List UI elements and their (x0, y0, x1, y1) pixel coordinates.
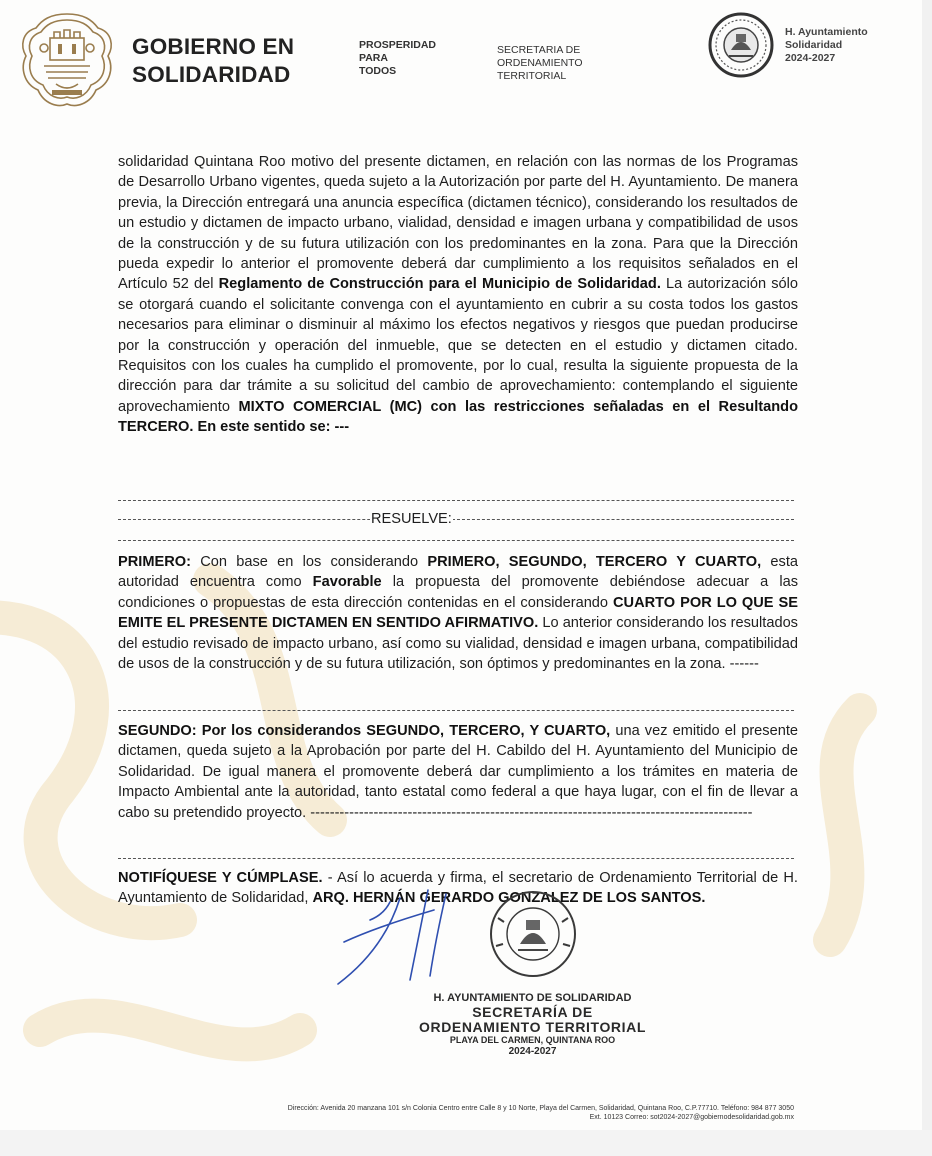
notify-label: NOTIFÍQUESE Y CÚMPLASE. (118, 870, 323, 886)
official-stamp (488, 888, 578, 980)
intro-text-2: La autorización sólo se otorgará cuando el solicitante convenga con el ayuntamiento en cubrir a su costa todos los gastos necesarios para eliminar o disminuir al máximo los efectos negativos y riesgos que puedan producirse por la construcción y operación del inmueble, que se detecten en el estudio y dictamen citado. Requisitos con los cuales ha cumplido el promovente, por lo cual, resulta la siguiente propuesta de la dirección para dar trámite a su solicitud del cambio de aprovechamiento: contemplando el siguiente aprovechamiento (118, 276, 798, 415)
resolves-dashed-line (118, 519, 794, 520)
first-text-4: Lo anterior considerando los resultados del estudio revisado de impacto urbano, así como su vialidad, densidad e imagen urbana, compatibilidad de usos de la construcción y de su futura utilización, son óptimos y predominantes en la zona. ------ (118, 615, 798, 673)
municipal-coat-of-arms-icon (18, 10, 116, 110)
second-label: SEGUNDO: Por los considerandos SEGUNDO, TERCERO, Y CUARTO, (118, 723, 611, 739)
department-line-3: TERRITORIAL (497, 70, 567, 82)
intro-paragraph (118, 152, 798, 438)
dashed-separator (118, 540, 794, 541)
favorable-word: Favorable (312, 574, 382, 591)
footer-line-2: Ext. 10123 Correo: sot2024-2027@gobiernodesolidaridad.gob.mx (589, 1114, 794, 1121)
stamp-line-3: ORDENAMIENTO TERRITORIAL (419, 1019, 646, 1035)
footer-address (122, 1104, 794, 1122)
regulation-reference: Reglamento de Construcción para el Municipio de Solidaridad. (218, 276, 661, 293)
slogan-line-1: PROSPERIDAD (359, 39, 437, 51)
first-text-2: esta autoridad encuentra como (118, 554, 799, 591)
first-considerations: PRIMERO, SEGUNDO, TERCERO Y CUARTO, (427, 554, 762, 570)
first-text-3: la propuesta del promovente debiéndose adecuar a las condiciones o propuestas de esta dirección contenidas en el considerando (118, 574, 798, 611)
slogan-line-2: PARA (359, 52, 388, 64)
secretary-name: ARQ. HERNÁN GERARDO GONZALEZ DE LOS SANTOS. (312, 890, 706, 907)
resolves-label: RESUELVE: (371, 511, 452, 527)
title-line-1: GOBIERNO EN (132, 34, 295, 59)
stamp-line-5: 2024-2027 (508, 1046, 557, 1057)
first-label: PRIMERO: (118, 554, 191, 570)
council-line-3: 2024-2027 (785, 52, 836, 64)
dashed-separator (118, 858, 794, 859)
department-line-1: SECRETARIA DE (497, 44, 581, 56)
land-use-designation: MIXTO COMERCIAL (MC) con las restricciones señaladas en el Resultando TERCERO. En este sentido se: --- (118, 398, 798, 436)
stamp-line-2: SECRETARÍA DE (472, 1004, 593, 1020)
council-line-1: H. Ayuntamiento (785, 26, 868, 38)
stamp-caption (360, 992, 705, 1058)
second-resolution-paragraph (118, 721, 798, 823)
slogan-line-3: TODOS (359, 65, 397, 77)
affirmative-decision: CUARTO POR LO QUE SE EMITE EL PRESENTE DICTAMEN EN SENTIDO AFIRMATIVO. (118, 594, 798, 632)
page-edge (922, 0, 932, 1156)
department-name (497, 44, 583, 83)
government-title (132, 33, 294, 89)
handwritten-signature (330, 880, 460, 990)
second-text: una vez emitido el presente dictamen, queda sujeto a la Aprobación por parte del H. Cabildo del H. Ayuntamiento del Municipio de Solidaridad. De igual manera el promovente deberá dar cumplimiento a los trámites en materia de Impacto Ambiental ante la autoridad, tanto estatal como federal a que haya lugar, con el fin de llevar a cabo su pretendido proyecto. ------------------------------------------------------------------------------------------- (118, 723, 798, 821)
notify-text: - Así lo acuerda y firma, el secretario de Ordenamiento Territorial de H. Ayuntamiento de Solidaridad, (118, 870, 798, 907)
slogan (359, 39, 436, 78)
council-seal-icon (707, 10, 775, 80)
dashed-separator (118, 710, 794, 711)
council-name (785, 26, 868, 65)
stamp-line-1: H. AYUNTAMIENTO DE SOLIDARIDAD (433, 992, 632, 1004)
council-line-2: Solidaridad (785, 39, 843, 51)
footer-line-1: Dirección: Avenida 20 manzana 101 s/n Colonia Centro entre Calle 8 y 10 Norte, Playa del Carmen, Solidaridad, Quintana Roo, C.P.77710. Teléfono: 984 877 3050 (287, 1105, 794, 1112)
title-line-2: SOLIDARIDAD (132, 62, 291, 87)
intro-text-1: solidaridad Quintana Roo motivo del presente dictamen, en relación con las normas de los Programas de Desarrollo Urbano vigentes, queda sujeto a la Autorización por parte del H. Ayuntamiento. De manera previa, la Dirección entregará una anuncia específica (dictamen técnico), considerando los resultados de un estudio y dictamen de impacto urbano, vialidad, densidad e imagen urbana y compatibilidad de usos de la construcción y de su futura utilización con los predominantes en la zona. Para que la Dirección pueda expedir lo anterior el promovente deberá dar cumplimiento a los requisitos señalados en el Artículo 52 del (118, 154, 798, 293)
resolves-heading (118, 509, 794, 529)
first-resolution-paragraph (118, 552, 798, 674)
dashed-separator (118, 500, 794, 501)
stamp-line-4: PLAYA DEL CARMEN, QUINTANA ROO (449, 1035, 616, 1045)
department-line-2: ORDENAMIENTO (497, 57, 583, 69)
page-bottom-band (0, 1130, 932, 1156)
first-text-1: Con base en los considerando (190, 554, 428, 570)
